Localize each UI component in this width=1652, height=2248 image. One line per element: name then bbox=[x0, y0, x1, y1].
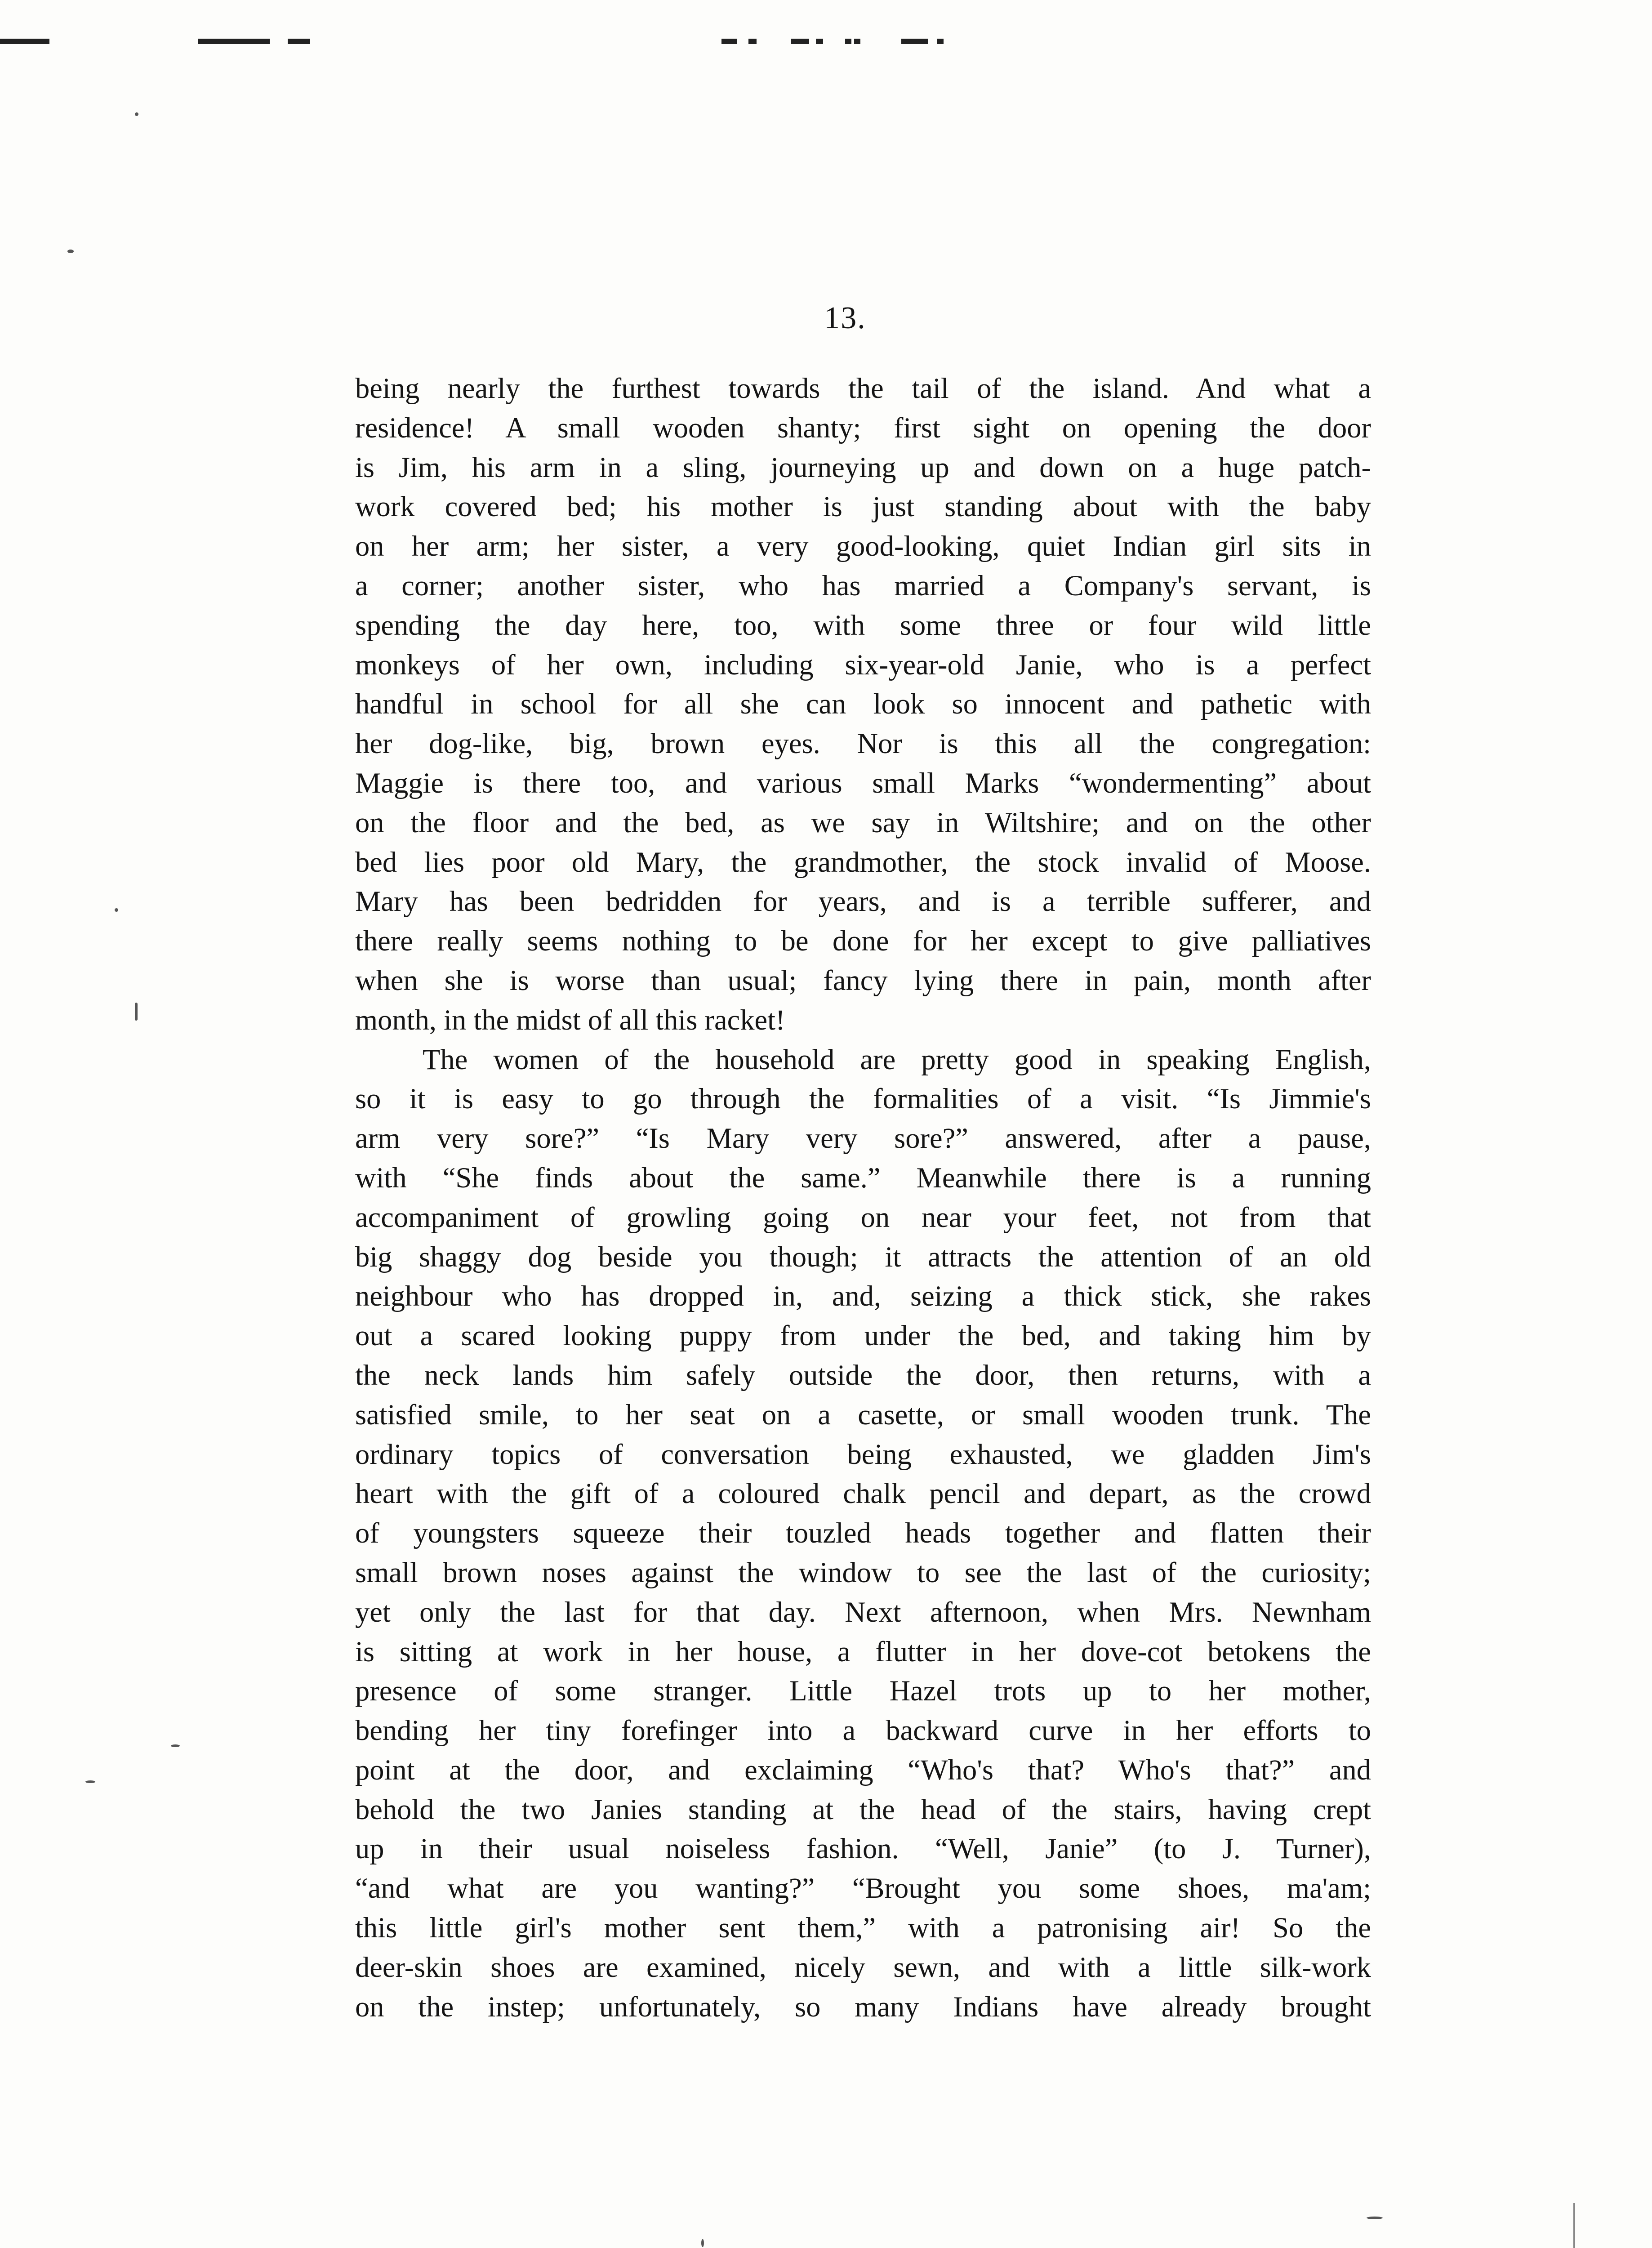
text-line: handful in school for all she can look so innocent and pathetic with bbox=[355, 688, 1371, 720]
scan-artifact bbox=[937, 39, 944, 44]
text-line: month, in the midst of all this racket! bbox=[355, 1004, 785, 1036]
scan-artifact bbox=[816, 39, 823, 44]
scan-speck bbox=[701, 2239, 704, 2247]
scan-artifact bbox=[198, 39, 270, 44]
text-line: big shaggy dog beside you though; it attracts the attention of an old bbox=[355, 1240, 1371, 1273]
text-line: heart with the gift of a coloured chalk pencil and depart, as the crowd bbox=[355, 1477, 1371, 1510]
text-line: ordinary topics of conversation being exhausted, we gladden Jim's bbox=[355, 1438, 1371, 1470]
text-line: The women of the household are pretty good in speaking English, bbox=[423, 1043, 1371, 1075]
scan-speck bbox=[1367, 2217, 1383, 2219]
scan-artifact bbox=[0, 39, 49, 44]
text-line: bending her tiny forefinger into a backward curve in her efforts to bbox=[355, 1714, 1371, 1747]
text-line: on the floor and the bed, as we say in Wiltshire; and on the other bbox=[355, 806, 1371, 839]
text-line: small brown noses against the window to see the last of the curiosity; bbox=[355, 1556, 1371, 1588]
text-line: satisfied smile, to her seat on a casette, or small wooden trunk. The bbox=[355, 1398, 1371, 1431]
text-line: with “She finds about the same.” Meanwhile there is a running bbox=[355, 1161, 1371, 1194]
scan-artifact bbox=[288, 39, 310, 44]
scan-edge bbox=[1573, 2203, 1575, 2248]
text-line: the neck lands him safely outside the door, then returns, with a bbox=[355, 1359, 1371, 1391]
scan-artifact bbox=[901, 39, 928, 44]
text-line: “and what are you wanting?” “Brought you some shoes, ma'am; bbox=[355, 1872, 1371, 1905]
text-line: her dog-like, big, brown eyes. Nor is this all the congregation: bbox=[355, 727, 1371, 760]
text-line: bed lies poor old Mary, the grandmother, the stock invalid of Moose. bbox=[355, 846, 1371, 878]
scan-artifact bbox=[748, 39, 757, 44]
text-line: accompaniment of growling going on near your feet, not from that bbox=[355, 1201, 1371, 1233]
text-line: deer-skin shoes are examined, nicely sewn, and with a little silk-work bbox=[355, 1951, 1371, 1983]
text-line: yet only the last for that day. Next afternoon, when Mrs. Newnham bbox=[355, 1596, 1371, 1628]
text-line: out a scared looking puppy from under the bed, and taking him by bbox=[355, 1320, 1371, 1352]
text-line: is Jim, his arm in a sling, journeying up and down on a huge patch- bbox=[355, 451, 1371, 483]
text-line: on the instep; unfortunately, so many Indians have already brought bbox=[355, 1990, 1371, 2023]
text-line: a corner; another sister, who has married a Company's servant, is bbox=[355, 569, 1371, 602]
scan-artifact bbox=[845, 39, 851, 44]
text-line: Maggie is there too, and various small Marks “wondermenting” about bbox=[355, 767, 1371, 799]
text-line: Mary has been bedridden for years, and is a terrible sufferer, and bbox=[355, 885, 1371, 918]
text-line: work covered bed; his mother is just standing about with the baby bbox=[355, 491, 1371, 523]
scan-artifact bbox=[791, 39, 809, 44]
text-line: being nearly the furthest towards the tail of the island. And what a bbox=[355, 372, 1371, 404]
scan-speck bbox=[135, 1003, 138, 1021]
scan-speck bbox=[135, 112, 138, 116]
text-line: presence of some stranger. Little Hazel trots up to her mother, bbox=[355, 1675, 1371, 1707]
text-line: residence! A small wooden shanty; first sight on opening the door bbox=[355, 411, 1371, 444]
scan-speck bbox=[171, 1744, 180, 1747]
page-number: 13. bbox=[824, 301, 866, 335]
text-line: neighbour who has dropped in, and, seizing a thick stick, she rakes bbox=[355, 1280, 1371, 1312]
scan-speck bbox=[115, 908, 118, 912]
text-line: point at the door, and exclaiming “Who's that? Who's that?” and bbox=[355, 1753, 1371, 1786]
scan-speck bbox=[85, 1780, 95, 1783]
text-line: spending the day here, too, with some three or four wild little bbox=[355, 609, 1371, 641]
text-line: on her arm; her sister, a very good-looking, quiet Indian girl sits in bbox=[355, 530, 1371, 562]
text-line: is sitting at work in her house, a flutter in her dove-cot betokens the bbox=[355, 1635, 1371, 1668]
text-line: this little girl's mother sent them,” with a patronising air! So the bbox=[355, 1912, 1371, 1944]
text-line: when she is worse than usual; fancy lying there in pain, month after bbox=[355, 964, 1371, 996]
scan-speck bbox=[67, 250, 74, 253]
text-line: monkeys of her own, including six-year-old Janie, who is a perfect bbox=[355, 648, 1371, 681]
text-line: there really seems nothing to be done for her except to give palliatives bbox=[355, 925, 1371, 957]
text-line: up in their usual noiseless fashion. “Well, Janie” (to J. Turner), bbox=[355, 1833, 1371, 1865]
body-text bbox=[355, 369, 1371, 2026]
text-line: so it is easy to go through the formalities of a visit. “Is Jimmie's bbox=[355, 1083, 1371, 1115]
text-line: behold the two Janies standing at the head of the stairs, having crept bbox=[355, 1793, 1371, 1825]
scan-artifact bbox=[854, 39, 860, 44]
text-line: arm very sore?” “Is Mary very sore?” answered, after a pause, bbox=[355, 1122, 1371, 1155]
text-line: of youngsters squeeze their touzled heads together and flatten their bbox=[355, 1517, 1371, 1549]
scan-artifact bbox=[721, 39, 737, 44]
